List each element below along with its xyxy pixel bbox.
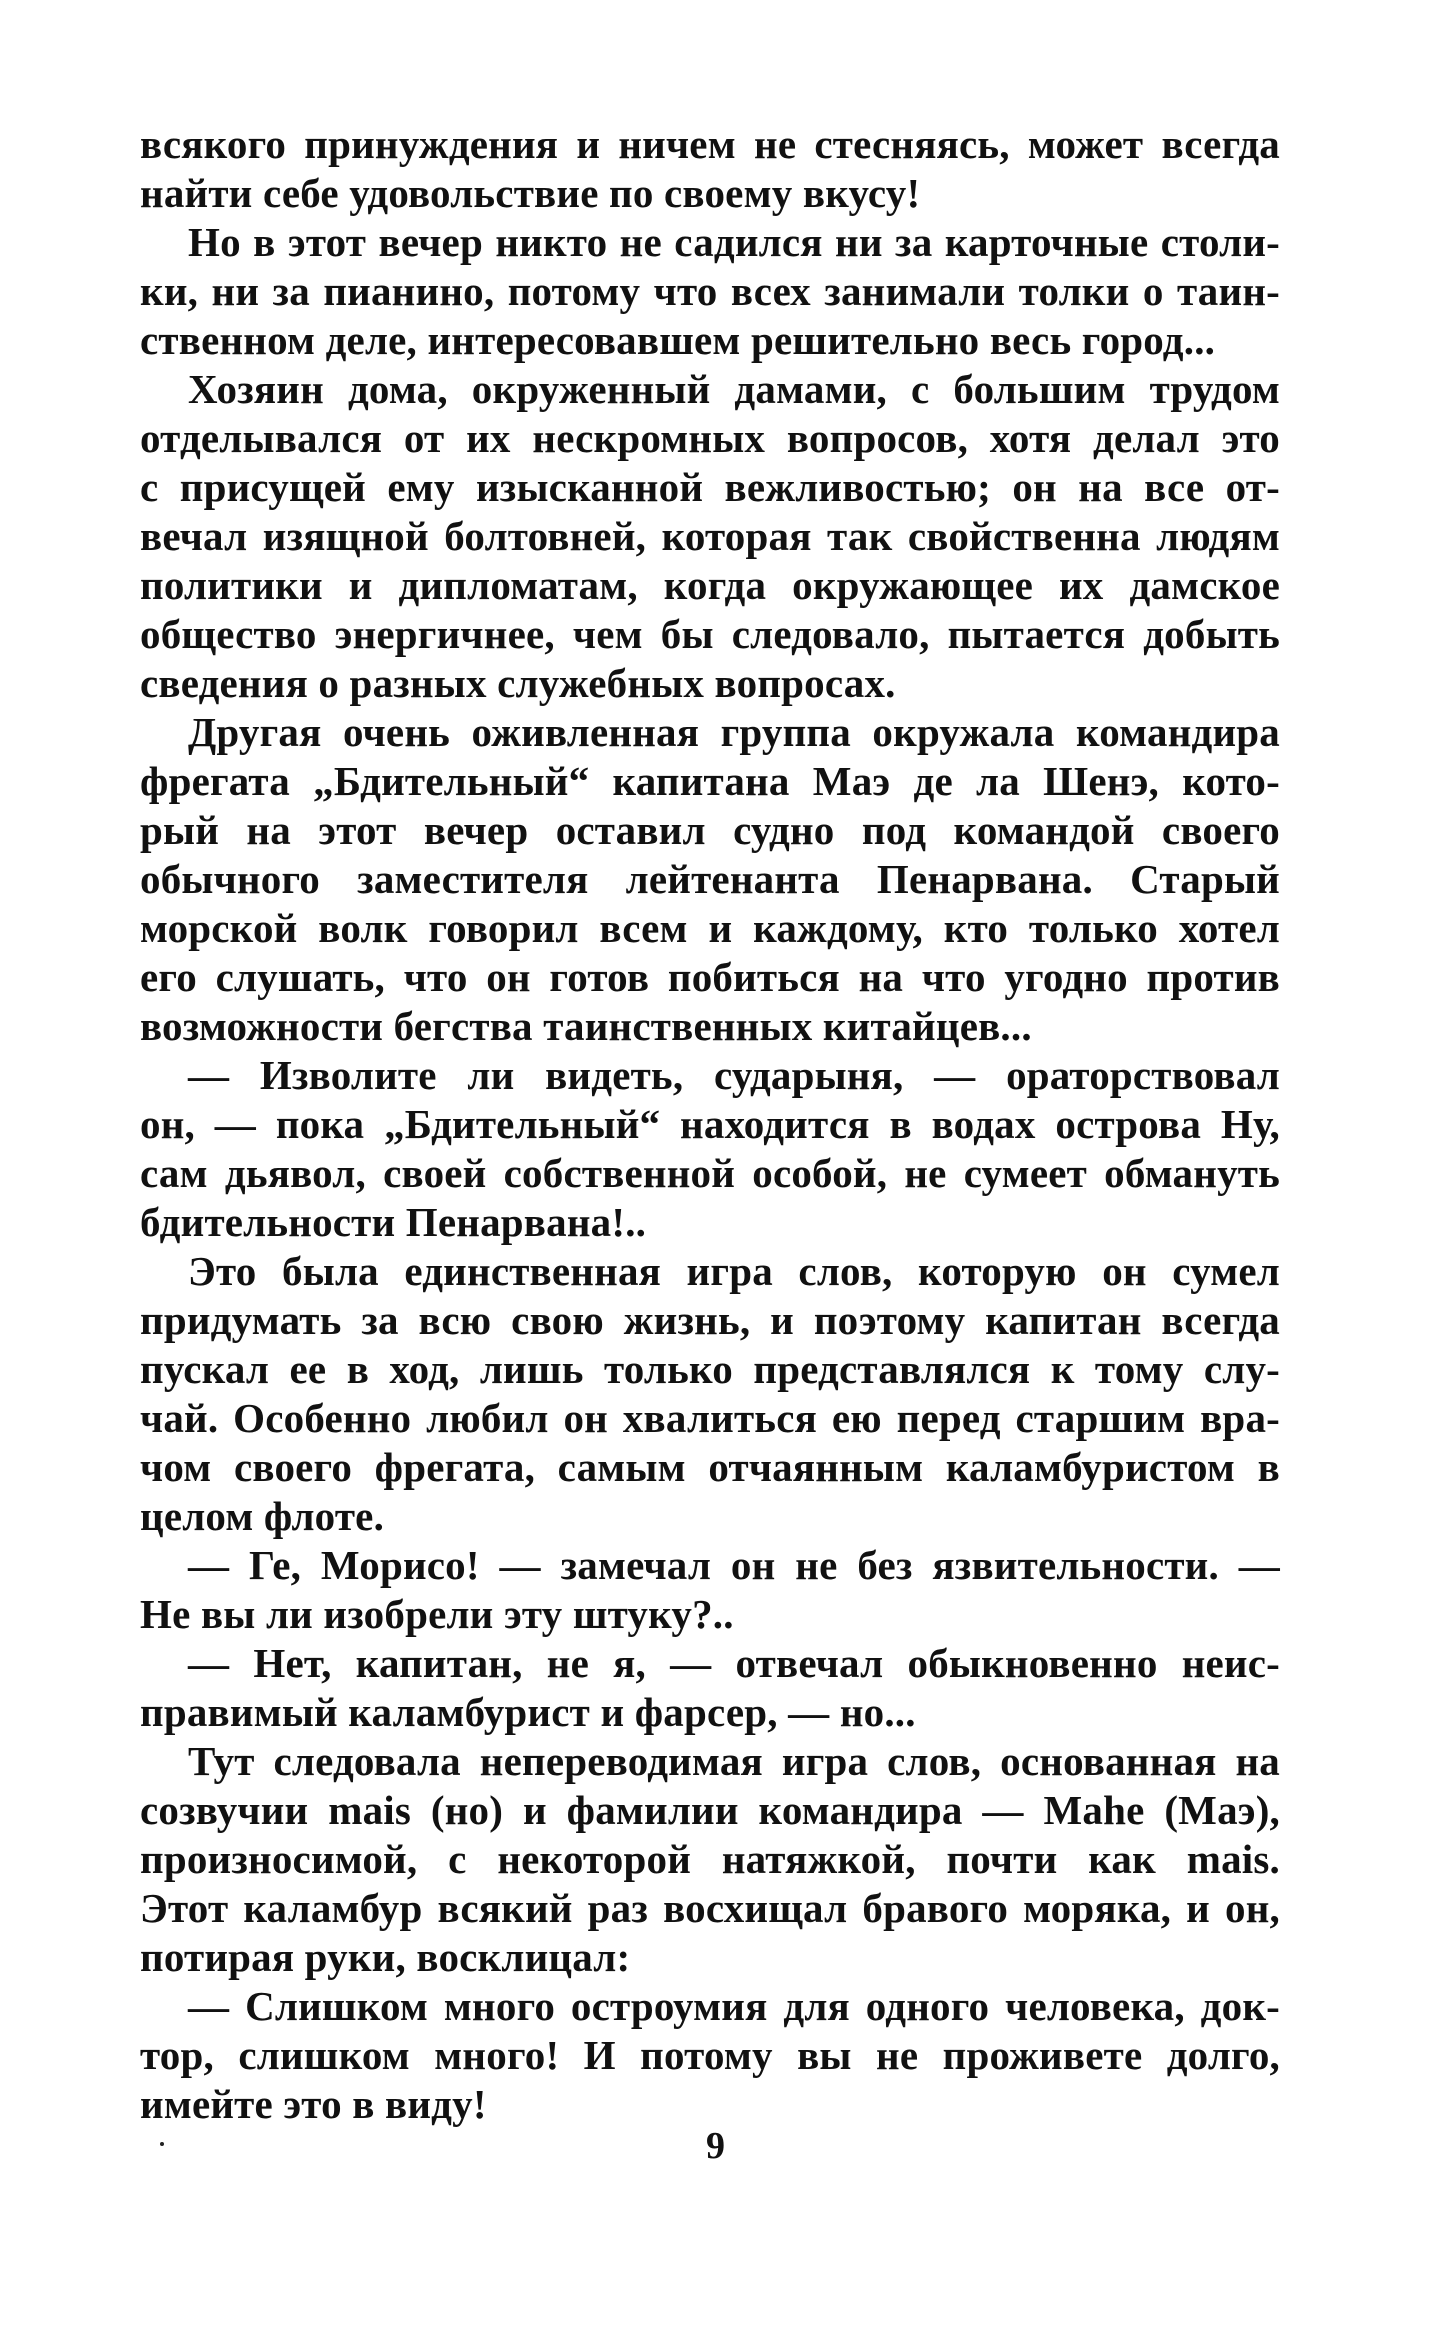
text-line: — Слишком много остроумия для одного человека, док- bbox=[188, 1983, 1280, 2029]
text-line: целом флоте. bbox=[140, 1493, 385, 1539]
text-line: Другая очень оживленная группа окружала командира bbox=[188, 709, 1280, 755]
text-line: его слушать, что он готов побиться на что угодно против bbox=[140, 954, 1280, 1000]
text-line: — Ге, Морисо! — замечал он не без язвительности. — bbox=[188, 1542, 1280, 1588]
text-line: сам дьявол, своей собственной особой, не сумеет обмануть bbox=[140, 1150, 1280, 1196]
text-line: Не вы ли изобрели эту штуку?.. bbox=[140, 1591, 734, 1637]
text-line: придумать за всю свою жизнь, и поэтому капитан всегда bbox=[140, 1297, 1280, 1343]
text-line: ки, ни за пианино, потому что всех занимали толки о таин- bbox=[140, 268, 1280, 314]
text-line: сведения о разных служебных вопросах. bbox=[140, 660, 896, 706]
text-line: Этот каламбур всякий раз восхищал бравого моряка, и он, bbox=[140, 1885, 1280, 1931]
text-line: ственном деле, интересовавшем решительно весь город... bbox=[140, 317, 1216, 363]
page-number: 9 bbox=[706, 2125, 725, 2167]
text-line: он, — пока „Бдительный“ находится в водах острова Ну, bbox=[140, 1101, 1280, 1147]
text-line: политики и дипломатам, когда окружающее их дамское bbox=[140, 562, 1280, 608]
text-line: произносимой, с некоторой натяжкой, почти как mais. bbox=[140, 1836, 1280, 1882]
text-line: отделывался от их нескромных вопросов, хотя делал это bbox=[140, 415, 1280, 461]
text-line: рый на этот вечер оставил судно под командой своего bbox=[140, 807, 1280, 853]
text-line: — Изволите ли видеть, сударыня, — ораторствовал bbox=[188, 1052, 1280, 1098]
text-line: пускал ее в ход, лишь только представлялся к тому слу- bbox=[140, 1346, 1280, 1392]
text-line: всякого принуждения и ничем не стесняясь, может всегда bbox=[140, 121, 1280, 167]
text-line: Это была единственная игра слов, которую он сумел bbox=[188, 1248, 1280, 1294]
text-line: созвучии mais (но) и фамилии командира — Mahe (Маэ), bbox=[140, 1787, 1280, 1833]
print-speck bbox=[160, 2142, 164, 2146]
text-line: правимый каламбурист и фарсер, — но... bbox=[140, 1689, 916, 1735]
text-line: обычного заместителя лейтенанта Пенарвана. Старый bbox=[140, 856, 1280, 902]
text-line: бдительности Пенарвана!.. bbox=[140, 1199, 647, 1245]
text-line: — Нет, капитан, не я, — отвечал обыкновенно неис- bbox=[188, 1640, 1280, 1686]
text-line: с присущей ему изысканной вежливостью; он на все от- bbox=[140, 464, 1280, 510]
text-line: чом своего фрегата, самым отчаянным каламбуристом в bbox=[140, 1444, 1280, 1490]
text-line: вечал изящной болтовней, которая так свойственна людям bbox=[140, 513, 1280, 559]
text-line: тор, слишком много! И потому вы не проживете долго, bbox=[140, 2032, 1280, 2078]
text-line: Но в этот вечер никто не садился ни за карточные столи- bbox=[188, 219, 1280, 265]
text-line: чай. Особенно любил он хвалиться ею перед старшим вра- bbox=[140, 1395, 1280, 1441]
text-line: Хозяин дома, окруженный дамами, с большим трудом bbox=[188, 366, 1280, 412]
text-line: найти себе удовольствие по своему вкусу! bbox=[140, 170, 921, 216]
text-line: возможности бегства таинственных китайцев... bbox=[140, 1003, 1032, 1049]
text-line: имейте это в виду! bbox=[140, 2081, 487, 2127]
text-line: общество энергичнее, чем бы следовало, пытается добыть bbox=[140, 611, 1280, 657]
text-line: Тут следовала непереводимая игра слов, основанная на bbox=[188, 1738, 1280, 1784]
text-line: фрегата „Бдительный“ капитана Маэ де ла Шенэ, кото- bbox=[140, 758, 1280, 804]
text-line: морской волк говорил всем и каждому, кто только хотел bbox=[140, 905, 1280, 951]
page-body bbox=[140, 120, 1280, 2129]
text-line: потирая руки, восклицал: bbox=[140, 1934, 631, 1980]
